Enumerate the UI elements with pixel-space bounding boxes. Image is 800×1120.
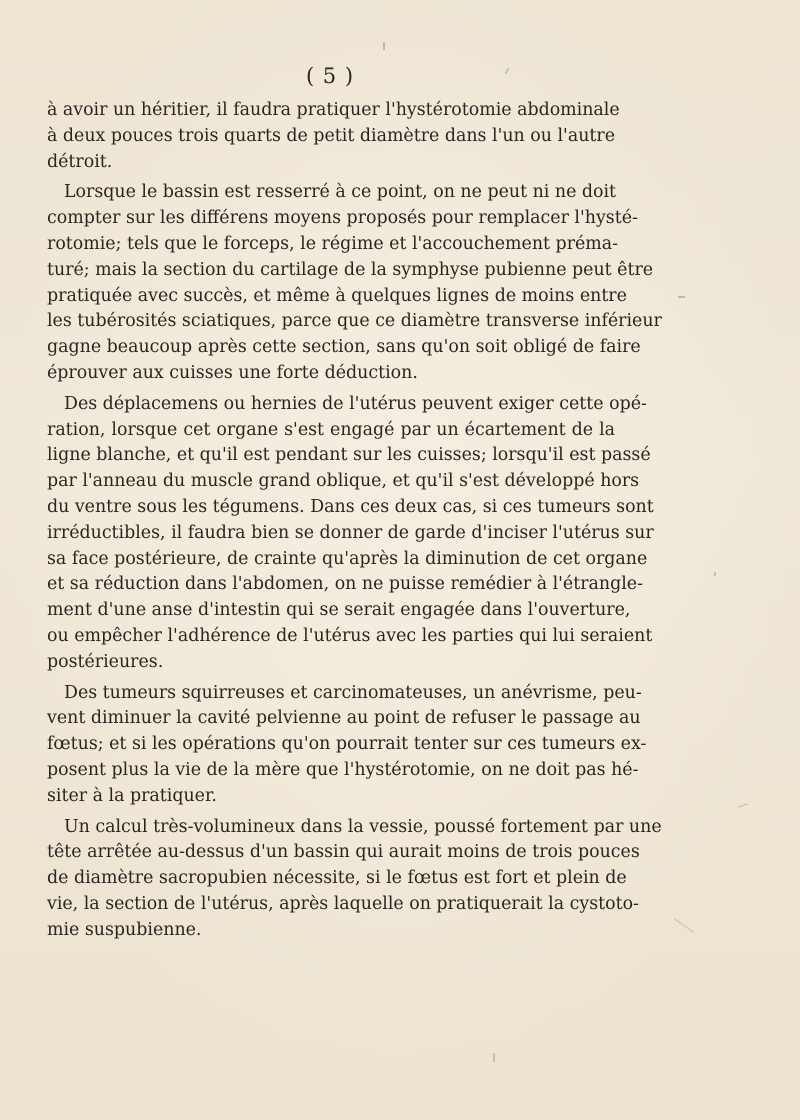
text-line: à deux pouces trois quarts de petit diamètre dans l'un ou l'autre xyxy=(47,125,615,146)
text-line: de diamètre sacropubien nécessite, si le fœtus est fort et plein de xyxy=(47,868,627,889)
paragraph-5 xyxy=(47,815,662,944)
text-line: fœtus; et si les opérations qu'on pourrait tenter sur ces tumeurs ex- xyxy=(47,734,647,755)
paragraph-4 xyxy=(47,681,647,810)
text-line: compter sur les différens moyens proposés pour remplacer l'hysté- xyxy=(47,208,638,229)
paper-speck xyxy=(678,296,685,298)
text-line: les tubérosités sciatiques, parce que ce diamètre transverse inférieur xyxy=(47,311,662,332)
text-line: du ventre sous les tégumens. Dans ces deux cas, si ces tumeurs sont xyxy=(47,496,654,517)
text-line: tête arrêtée au-dessus d'un bassin qui aurait moins de trois pouces xyxy=(47,842,640,863)
page-number: ( 5 ) xyxy=(305,64,355,88)
text-line: postérieures. xyxy=(47,651,164,672)
text-line: par l'anneau du muscle grand oblique, et qu'il s'est développé hors xyxy=(47,471,640,492)
text-line: siter à la pratiquer. xyxy=(47,785,217,806)
text-line: vie, la section de l'utérus, après laquelle on pratiquerait la cystoto- xyxy=(47,893,639,914)
paper-speck xyxy=(493,1053,495,1062)
paragraph-3 xyxy=(47,392,654,676)
text-line: ration, lorsque cet organe s'est engagé par un écartement de la xyxy=(47,419,615,440)
text-line: détroit. xyxy=(47,151,113,172)
paragraph-2 xyxy=(47,180,662,386)
text-line: irréductibles, il faudra bien se donner de garde d'inciser l'utérus sur xyxy=(47,522,654,543)
text-line: éprouver aux cuisses une forte déduction. xyxy=(47,362,418,383)
text-line: vent diminuer la cavité pelvienne au point de refuser le passage au xyxy=(47,708,641,729)
text-line: Lorsque le bassin est resserré à ce point, on ne peut ni ne doit xyxy=(64,182,617,203)
text-line: et sa réduction dans l'abdomen, on ne puisse remédier à l'étrangle- xyxy=(47,574,643,595)
text-line: à avoir un héritier, il faudra pratiquer l'hystérotomie abdominale xyxy=(47,100,620,120)
text-line: posent plus la vie de la mère que l'hystérotomie, on ne doit pas hé- xyxy=(47,759,639,780)
text-line: pratiquée avec succès, et même à quelques lignes de moins entre xyxy=(47,285,627,306)
paper-speck xyxy=(383,42,385,50)
body-text xyxy=(47,98,662,944)
text-line: sa face postérieure, de crainte qu'après la diminution de cet organe xyxy=(47,548,648,569)
text-line: turé; mais la section du cartilage de la symphyse pubienne peut être xyxy=(47,259,654,280)
paragraph-1 xyxy=(47,98,620,175)
text-line: Des tumeurs squirreuses et carcinomateuses, un anévrisme, peu- xyxy=(64,682,642,703)
paper-speck xyxy=(714,572,716,576)
text-line: ment d'une anse d'intestin qui se serait engagée dans l'ouverture, xyxy=(47,600,631,621)
paper-speck xyxy=(738,803,748,807)
text-line: ligne blanche, et qu'il est pendant sur les cuisses; lorsqu'il est passé xyxy=(47,445,651,466)
text-line: rotomie; tels que le forceps, le régime et l'accouchement préma- xyxy=(47,233,619,254)
text-line: Un calcul très-volumineux dans la vessie, poussé fortement par une xyxy=(64,816,662,837)
paper-speck xyxy=(674,918,694,933)
text-line: ou empêcher l'adhérence de l'utérus avec les parties qui lui seraient xyxy=(47,625,653,646)
text-line: Des déplacemens ou hernies de l'utérus peuvent exiger cette opé- xyxy=(64,393,647,414)
text-line: gagne beaucoup après cette section, sans qu'on soit obligé de faire xyxy=(47,337,641,358)
text-line: mie suspubienne. xyxy=(47,919,202,940)
